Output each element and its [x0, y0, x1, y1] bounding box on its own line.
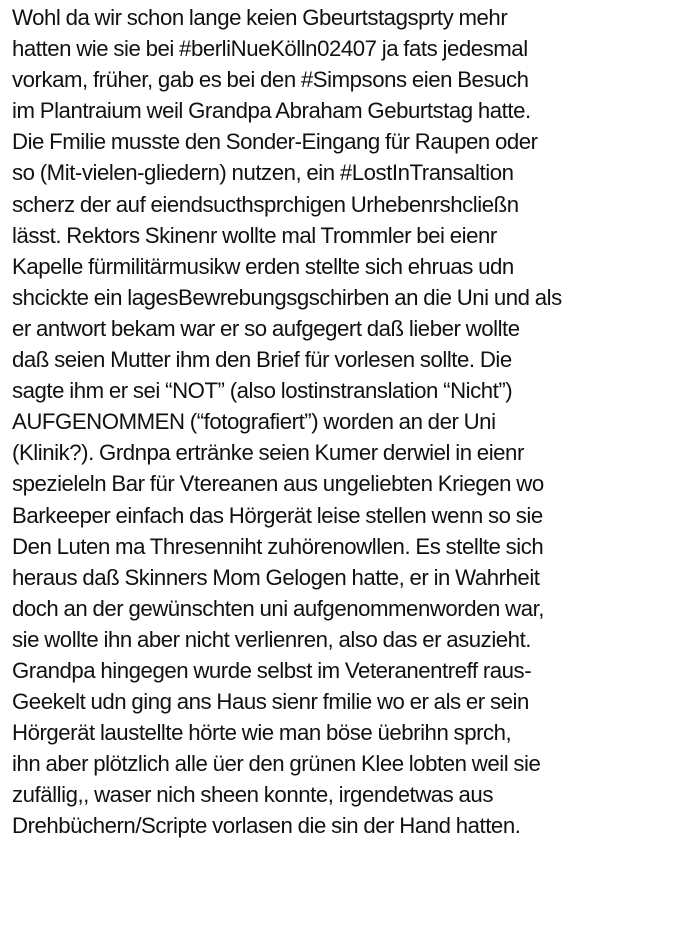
text-line: so (Mit-vielen-gliedern) nutzen, ein #LostInTransaltion: [12, 160, 514, 186]
text-line: ihn aber plötzlich alle üer den grünen Klee lobten weil sie: [12, 751, 541, 777]
text-line: heraus daß Skinners Mom Gelogen hatte, er in Wahrheit: [12, 564, 540, 590]
text-line: Geekelt udn ging ans Haus sienr fmilie wo er als er sein: [12, 689, 529, 715]
text-line: doch an der gewünschten uni aufgenommenworden war,: [12, 595, 545, 621]
text-line: spezieleln Bar für Vtereanen aus ungeliebten Kriegen wo: [12, 471, 544, 497]
text-line: AUFGENOMMEN (“fotografiert”) worden an der Uni: [12, 409, 496, 435]
text-line: Barkeeper einfach das Hörgerät leise stellen wenn so sie: [12, 502, 543, 528]
text-line: im Plantraium weil Grandpa Abraham Geburtstag hatte.: [12, 98, 531, 124]
text-line: hatten wie sie bei #berliNueKölln02407 ja fats jedesmal: [12, 36, 528, 62]
text-line: Wohl da wir schon lange keien Gbeurtstagsprty mehr: [12, 5, 508, 30]
text-line: Hörgerät laustellte hörte wie man böse üebrihn sprch,: [12, 720, 512, 746]
text-line: Den Luten ma Thresenniht zuhörenowllen. Es stellte sich: [12, 533, 544, 559]
text-line: er antwort bekam war er so aufgegert daß lieber wollte: [12, 315, 520, 341]
text-line: scherz der auf eiendsucthsprchigen Urhebenrshcließn: [12, 191, 519, 217]
body-text: [12, 2, 682, 842]
text-line: Die Fmilie musste den Sonder-Eingang für Raupen oder: [12, 129, 538, 155]
text-line: Grandpa hingegen wurde selbst im Veteranentreff raus-: [12, 657, 532, 683]
text-line: Kapelle fürmilitärmusikw erden stellte sich ehruas udn: [12, 253, 514, 279]
text-line: vorkam, früher, gab es bei den #Simpsons eien Besuch: [12, 67, 529, 93]
text-line: Drehbüchern/Scripte vorlasen die sin der Hand hatten.: [12, 813, 521, 839]
text-line: daß seien Mutter ihm den Brief für vorlesen sollte. Die: [12, 347, 512, 373]
text-line: shcickte ein lagesBewrebungsgschirben an die Uni und als: [12, 284, 562, 310]
text-line: (Klinik?). Grdnpa ertränke seien Kumer derwiel in eienr: [12, 440, 524, 466]
text-line: lässt. Rektors Skinenr wollte mal Trommler bei eienr: [12, 222, 497, 248]
text-line: sagte ihm er sei “NOT” (also lostinstranslation “Nicht”): [12, 378, 513, 404]
text-line: zufällig,, waser nich sheen konnte, irgendetwas aus: [12, 782, 493, 808]
text-line: sie wollte ihn aber nicht verlienren, also das er asuzieht.: [12, 626, 532, 652]
